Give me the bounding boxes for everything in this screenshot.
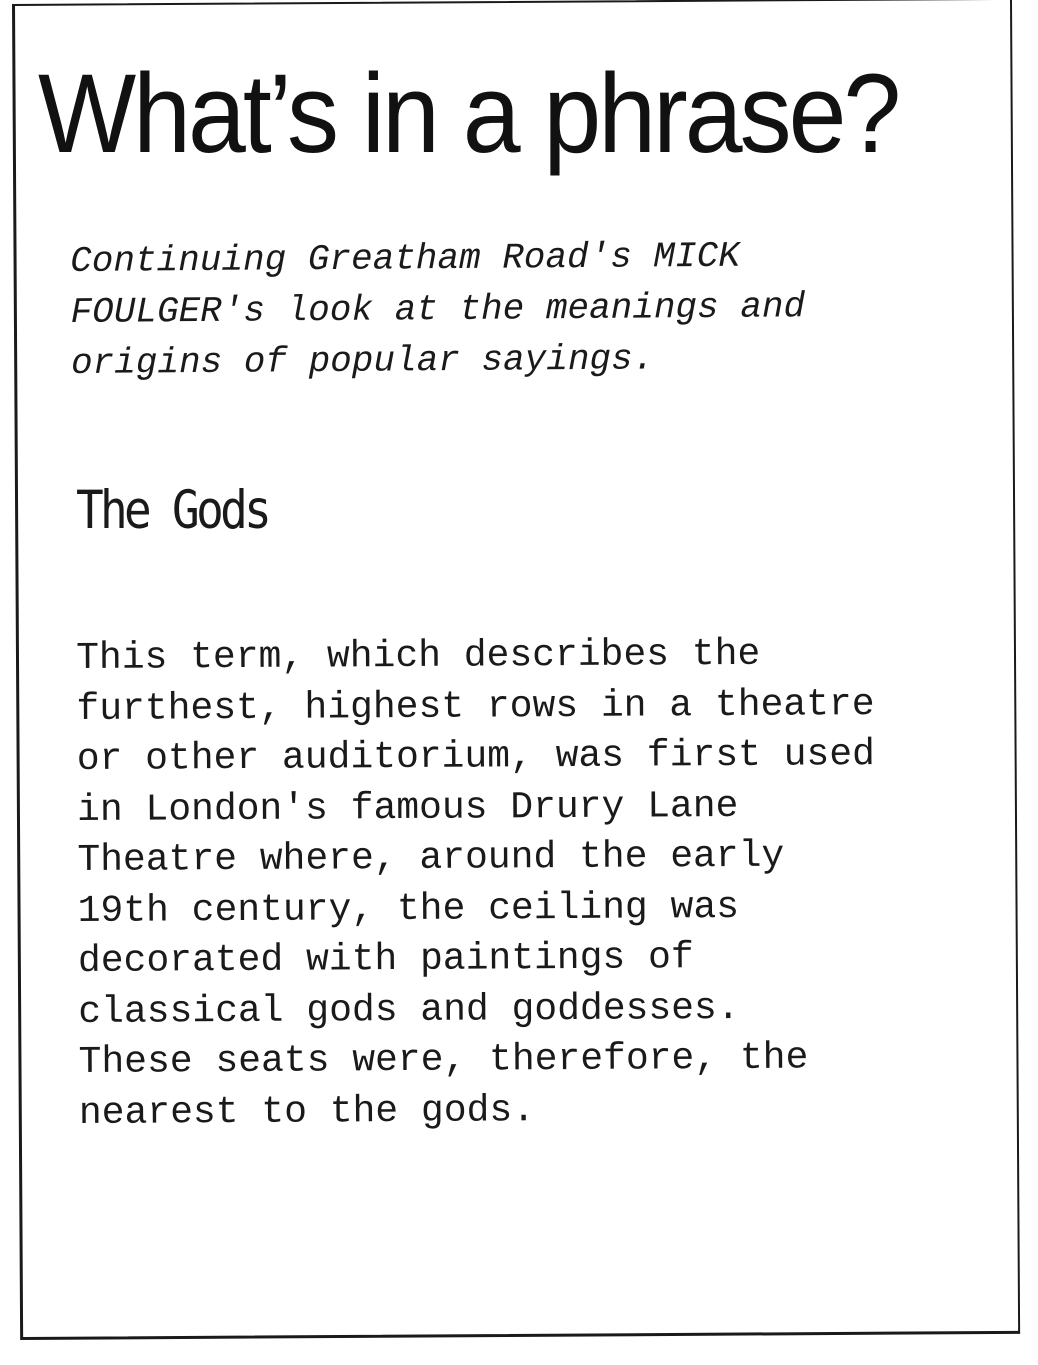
page-title: What’s in a phrase? (38, 51, 899, 177)
body-paragraph (76, 628, 999, 1139)
intro-paragraph (70, 229, 971, 389)
body-line: These seats were, therefore, the (78, 1036, 809, 1084)
intro-line: FOULGER's look at the meanings and (70, 286, 806, 333)
body-line: in London's famous Drury Lane (76, 784, 739, 832)
body-line: decorated with paintings of (77, 936, 694, 983)
body-line: nearest to the gods. (78, 1088, 536, 1135)
intro-line: Continuing Greatham Road's MICK (70, 235, 741, 282)
body-line: classical gods and goddesses. (78, 986, 740, 1034)
body-line: or other auditorium, was first used (76, 733, 876, 781)
body-line: 19th century, the ceiling was (77, 885, 740, 933)
body-line: furthest, highest rows in a theatre (76, 682, 875, 731)
intro-line: origins of popular sayings. (70, 338, 655, 384)
body-line: Theatre where, around the early (77, 834, 785, 882)
section-title: The Gods (76, 479, 269, 541)
body-line: This term, which describes the (76, 632, 761, 680)
